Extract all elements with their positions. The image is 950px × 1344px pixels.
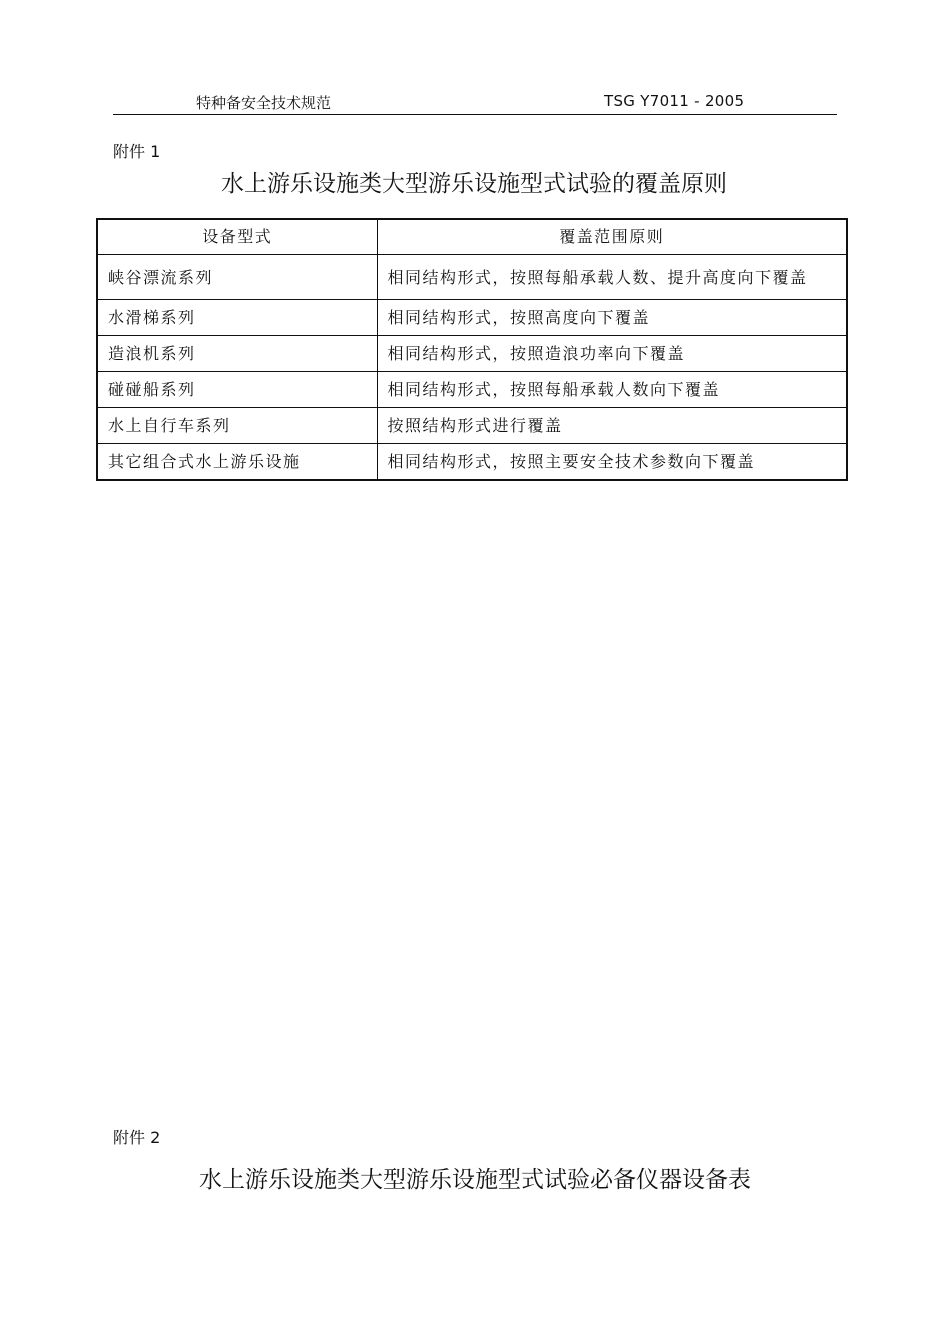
equipment-type-cell: 水滑梯系列: [97, 300, 377, 336]
attachment-2-title: 水上游乐设施类大型游乐设施型式试验必备仪器设备表: [199, 1167, 751, 1193]
attachment-1-title: 水上游乐设施类大型游乐设施型式试验的覆盖原则: [221, 171, 727, 197]
table-row: [97, 336, 847, 372]
equipment-type-cell: 水上自行车系列: [97, 408, 377, 444]
equipment-type-cell: 峡谷漂流系列: [97, 255, 377, 300]
equipment-type-cell: 造浪机系列: [97, 336, 377, 372]
coverage-principle-cell: 相同结构形式，按照造浪功率向下覆盖: [377, 336, 847, 372]
header-divider: [113, 114, 837, 115]
table-row: [97, 372, 847, 408]
coverage-principle-cell: 相同结构形式，按照每船承载人数、提升高度向下覆盖: [377, 255, 847, 300]
coverage-principle-cell: 相同结构形式，按照每船承载人数向下覆盖: [377, 372, 847, 408]
attachment-2-label: 附件 2: [113, 1128, 161, 1147]
coverage-principle-table: [96, 218, 848, 481]
coverage-principle-cell: 相同结构形式，按照高度向下覆盖: [377, 300, 847, 336]
table-row: [97, 444, 847, 481]
attachment-1-label: 附件 1: [113, 142, 161, 161]
column-header-coverage-principle: 覆盖范围原则: [377, 219, 847, 255]
equipment-type-cell: 碰碰船系列: [97, 372, 377, 408]
table-row: [97, 255, 847, 300]
column-header-equipment-type: 设备型式: [97, 219, 377, 255]
header-spec-name: 特种备安全技术规范: [196, 94, 332, 112]
header-standard-code: TSG Y7011 - 2005: [604, 92, 745, 110]
equipment-type-cell: 其它组合式水上游乐设施: [97, 444, 377, 481]
table-row: [97, 408, 847, 444]
table-row: [97, 300, 847, 336]
table-header-row: [97, 219, 847, 255]
coverage-principle-cell: 相同结构形式，按照主要安全技术参数向下覆盖: [377, 444, 847, 481]
coverage-principle-cell: 按照结构形式进行覆盖: [377, 408, 847, 444]
